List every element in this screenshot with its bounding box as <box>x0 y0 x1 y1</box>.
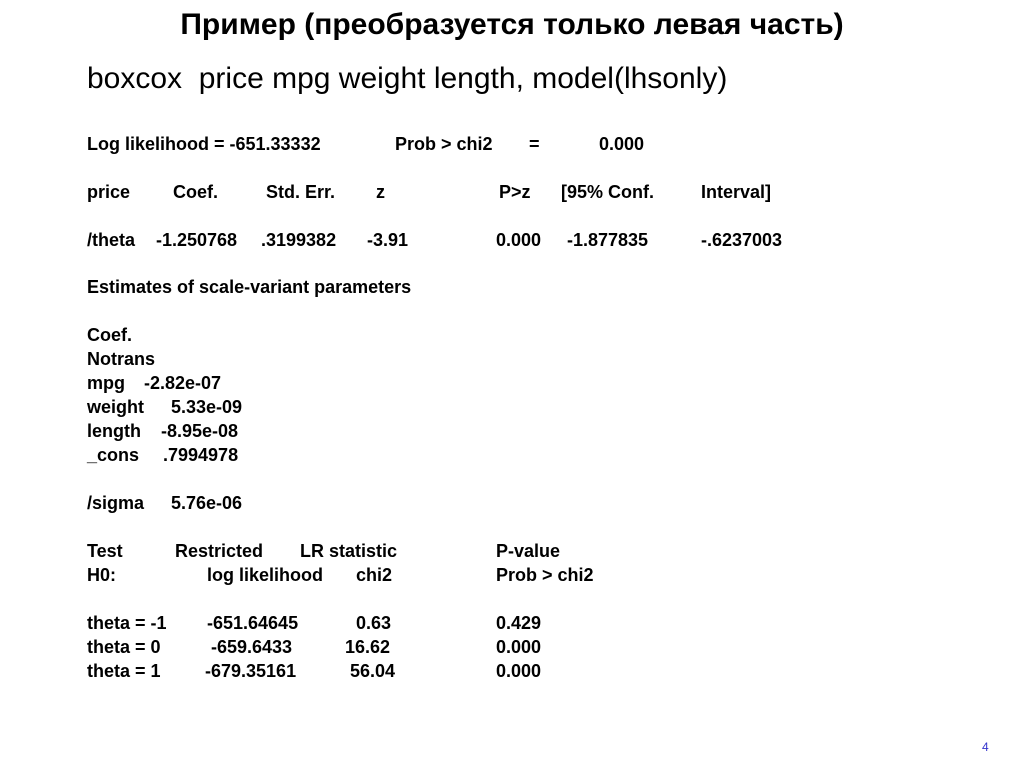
lr-p: 0.429 <box>496 613 542 633</box>
lr-test: theta = -1 <box>87 613 167 633</box>
header-price: price <box>87 182 131 202</box>
prob-chi2-label: Prob > chi2 <box>395 134 493 154</box>
prob-chi2-value: 0.000 <box>599 134 645 154</box>
lr-header-test: Test <box>87 541 123 561</box>
param-value: -2.82e-07 <box>144 373 222 393</box>
scale-variant-heading: Estimates of scale-variant parameters <box>87 277 412 297</box>
param-name: mpg <box>87 373 125 393</box>
param-value: 5.33e-09 <box>171 397 243 417</box>
lr-p: 0.000 <box>496 661 542 681</box>
param-value: .7994978 <box>163 445 239 465</box>
lr-test: theta = 0 <box>87 637 161 657</box>
lr-header-restricted: Restricted <box>175 541 264 561</box>
stata-command: boxcox price mpg weight length, model(lhsonly) <box>87 62 728 95</box>
header-std-err: Std. Err. <box>266 182 336 202</box>
page-number: 4 <box>982 740 989 754</box>
lr-header-chi2: chi2 <box>356 565 393 585</box>
lr-header-log-likelihood: log likelihood <box>207 565 323 585</box>
lr-chi2: 56.04 <box>350 661 396 681</box>
slide-title: Пример (преобразуется только левая часть) <box>180 8 844 41</box>
theta-std-err: .3199382 <box>261 230 337 250</box>
sigma-label: /sigma <box>87 493 145 513</box>
theta-coef: -1.250768 <box>156 230 238 250</box>
theta-label: /theta <box>87 230 136 250</box>
lr-chi2: 0.63 <box>356 613 392 633</box>
header-conf-high: Interval] <box>701 182 772 202</box>
lr-header-p-value: P-value <box>496 541 561 561</box>
lr-p: 0.000 <box>496 637 542 657</box>
prob-equals: = <box>529 134 540 154</box>
lr-test: theta = 1 <box>87 661 161 681</box>
param-name: _cons <box>87 445 140 465</box>
param-name: length <box>87 421 141 441</box>
scale-variant-coef-header: Coef. <box>87 325 132 345</box>
log-likelihood-label: Log likelihood = -651.33332 <box>87 134 321 154</box>
lr-header-lr-statistic: LR statistic <box>300 541 398 561</box>
theta-conf-high: -.6237003 <box>701 230 783 250</box>
lr-ll: -679.35161 <box>205 661 297 681</box>
header-p-z: P>z <box>499 182 531 202</box>
header-z: z <box>376 182 385 202</box>
param-name: weight <box>87 397 144 417</box>
theta-z: -3.91 <box>367 230 409 250</box>
lr-header-prob-chi2: Prob > chi2 <box>496 565 594 585</box>
header-conf-low: [95% Conf. <box>561 182 655 202</box>
notrans-label: Notrans <box>87 349 156 369</box>
theta-conf-low: -1.877835 <box>567 230 649 250</box>
lr-chi2: 16.62 <box>345 637 391 657</box>
sigma-value: 5.76e-06 <box>171 493 243 513</box>
param-value: -8.95e-08 <box>161 421 239 441</box>
lr-ll: -659.6433 <box>211 637 293 657</box>
header-coef: Coef. <box>173 182 218 202</box>
lr-header-h0: H0: <box>87 565 117 585</box>
theta-p: 0.000 <box>496 230 542 250</box>
lr-ll: -651.64645 <box>207 613 299 633</box>
